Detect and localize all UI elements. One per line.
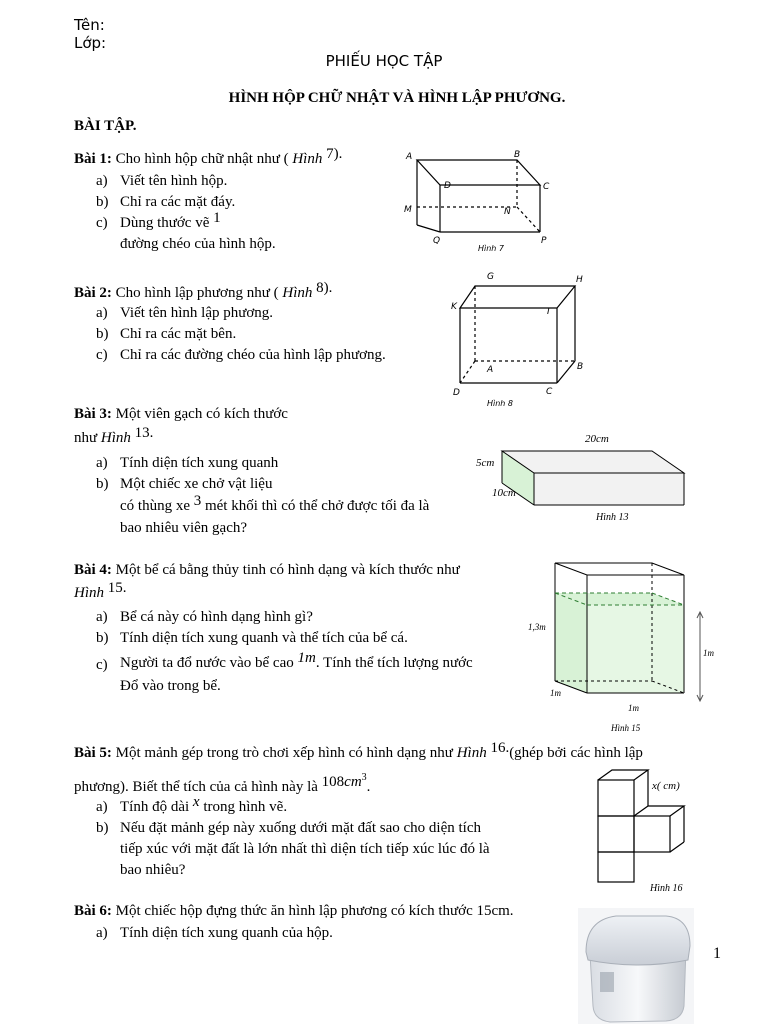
figure-caption: Hình 7 [478, 244, 505, 253]
bai4-a: a) [96, 609, 108, 625]
label-D: D [444, 181, 451, 191]
bai5-a: a) [96, 799, 108, 815]
label-B: B [577, 362, 584, 372]
bai4-heading: Bài 4: Một bể cá bằng thủy tinh có hình dạng và kích thước như [74, 562, 460, 578]
bai2-a-text: Viết tên hình lập phương. [120, 305, 274, 321]
water-front [587, 605, 684, 693]
bai1-c-text2: đường chéo của hình hộp. [120, 236, 276, 252]
page-number: 1 [713, 945, 721, 962]
bai2-c: c) [96, 347, 108, 363]
label-I: I [547, 307, 550, 317]
aquarium-height-label: 1,3m [528, 622, 546, 632]
document-title: PHIẾU HỌC TẬP [325, 52, 443, 70]
bai4-b-text: Tính diện tích xung quanh và thể tích của bể cá. [120, 630, 408, 646]
figure-rectangular-box [400, 145, 560, 255]
bai2-b-text: Chỉ ra các mặt bên. [120, 326, 237, 342]
figure-caption: Hình 15 [611, 723, 641, 733]
figure-caption: Hình 16 [650, 883, 683, 894]
food-container-image [578, 908, 694, 1024]
label-K: K [451, 302, 457, 312]
bai4-b: b) [96, 630, 109, 646]
bai2-a: a) [96, 305, 108, 321]
bai1-a: a) [96, 173, 108, 189]
brick-height-label: 5cm [476, 457, 495, 469]
bai2-c-text: Chỉ ra các đường chéo của hình lập phương. [120, 347, 386, 363]
label-C: C [543, 182, 550, 192]
bai3-b-line2: có thùng xe 3 mét khối thì có thể chở được tối đa là [120, 493, 430, 514]
bai3-line2: như Hình 13. [74, 425, 154, 446]
label-A: A [406, 152, 413, 162]
bai6-a-text: Tính diện tích xung quanh của hộp. [120, 925, 333, 941]
bai6-heading: Bài 6: Một chiếc hộp đựng thức ăn hình lập phương có kích thước 15cm. [74, 903, 514, 919]
bai3-b-text: Một chiếc xe chở vật liệu [120, 476, 273, 492]
label-N: N [504, 207, 511, 217]
label-C: C [546, 387, 553, 397]
bai5-b-line2: tiếp xúc với mặt đất là lớn nhất thì diện tích tiếp xúc lúc đó là [120, 841, 490, 857]
label-G: G [487, 272, 494, 282]
bai1-c: c) [96, 215, 108, 231]
brick-width-label: 10cm [492, 487, 516, 499]
bai1-a-text: Viết tên hình hộp. [120, 173, 228, 189]
figure-caption: Hình 8 [487, 399, 514, 408]
figure-cube [445, 268, 595, 410]
label-A: A [487, 365, 494, 375]
bai4-c-text: Người ta đổ nước vào bể cao 1m. Tính thể tích lượng nước [120, 650, 473, 671]
bai3-b-line3: bao nhiêu viên gạch? [120, 520, 248, 536]
brick-length-label: 20cm [585, 433, 609, 445]
label-M: M [404, 205, 412, 215]
bai3-heading: Bài 3: Một viên gạch có kích thước [74, 406, 288, 422]
bai4-c-line2: Đổ vào trong bể. [120, 678, 221, 694]
brick-front-face [534, 473, 684, 505]
box-top-face [417, 160, 540, 185]
bai4-c: c) [96, 657, 108, 673]
bai5-b-text: Nếu đặt mảnh gép này xuống dưới mặt đất sao cho diện tích [120, 820, 481, 836]
bai5-b-line3: bao nhiêu? [120, 862, 186, 878]
cube-top-face [460, 286, 575, 308]
bai6-a: a) [96, 925, 108, 941]
aquarium-width-label: 1m [628, 703, 639, 713]
figure-brick [470, 428, 690, 526]
figure-aquarium [522, 558, 722, 736]
bai2-b: b) [96, 326, 109, 342]
figure-cube-puzzle [590, 765, 710, 897]
section-title: BÀI TẬP. [74, 118, 137, 134]
bai3-a: a) [96, 455, 108, 471]
figure-caption: Hình 13 [596, 512, 629, 523]
bai2-heading: Bài 2: Cho hình lập phương như ( Hình 8). [74, 280, 333, 301]
label-P: P [541, 236, 547, 246]
bai1-heading: Bài 1: Cho hình hộp chữ nhật như ( Hình 7). [74, 146, 343, 167]
bai4-line2: Hình 15. [74, 580, 127, 601]
bai5-line2: phương). Biết thể tích của cả hình này là $108cm^3$. [74, 772, 371, 795]
bai4-a-text: Bể cá này có hình dạng hình gì? [120, 609, 313, 625]
label-B: B [514, 150, 521, 160]
bai1-b: b) [96, 194, 109, 210]
bai3-b: b) [96, 476, 109, 492]
label-H: H [576, 275, 583, 285]
class-label: Lớp: [74, 34, 107, 52]
water-side [555, 593, 587, 693]
bai1-c-text: Dùng thước vẽ 1 [120, 210, 221, 231]
water-height-label: 1m [703, 648, 714, 658]
aquarium-depth-label: 1m [550, 688, 561, 698]
x-dimension-label: x( cm) [652, 780, 680, 792]
bai3-a-text: Tính diện tích xung quanh [120, 455, 279, 471]
label-Q: Q [433, 236, 441, 246]
bai5-heading: Bài 5: Một mảnh gép trong trò chơi xếp hình có hình dạng như Hình 16.(ghép bởi các hình lập [74, 740, 643, 761]
subject-title: HÌNH HỘP CHỮ NHẬT VÀ HÌNH LẬP PHƯƠNG. [228, 90, 566, 106]
label-D: D [453, 388, 460, 398]
bai1-b-text: Chỉ ra các mặt đáy. [120, 194, 236, 210]
bai5-a-text: Tính độ dài x trong hình vẽ. [120, 794, 288, 815]
name-label: Tên: [74, 16, 105, 34]
bai5-b: b) [96, 820, 109, 836]
